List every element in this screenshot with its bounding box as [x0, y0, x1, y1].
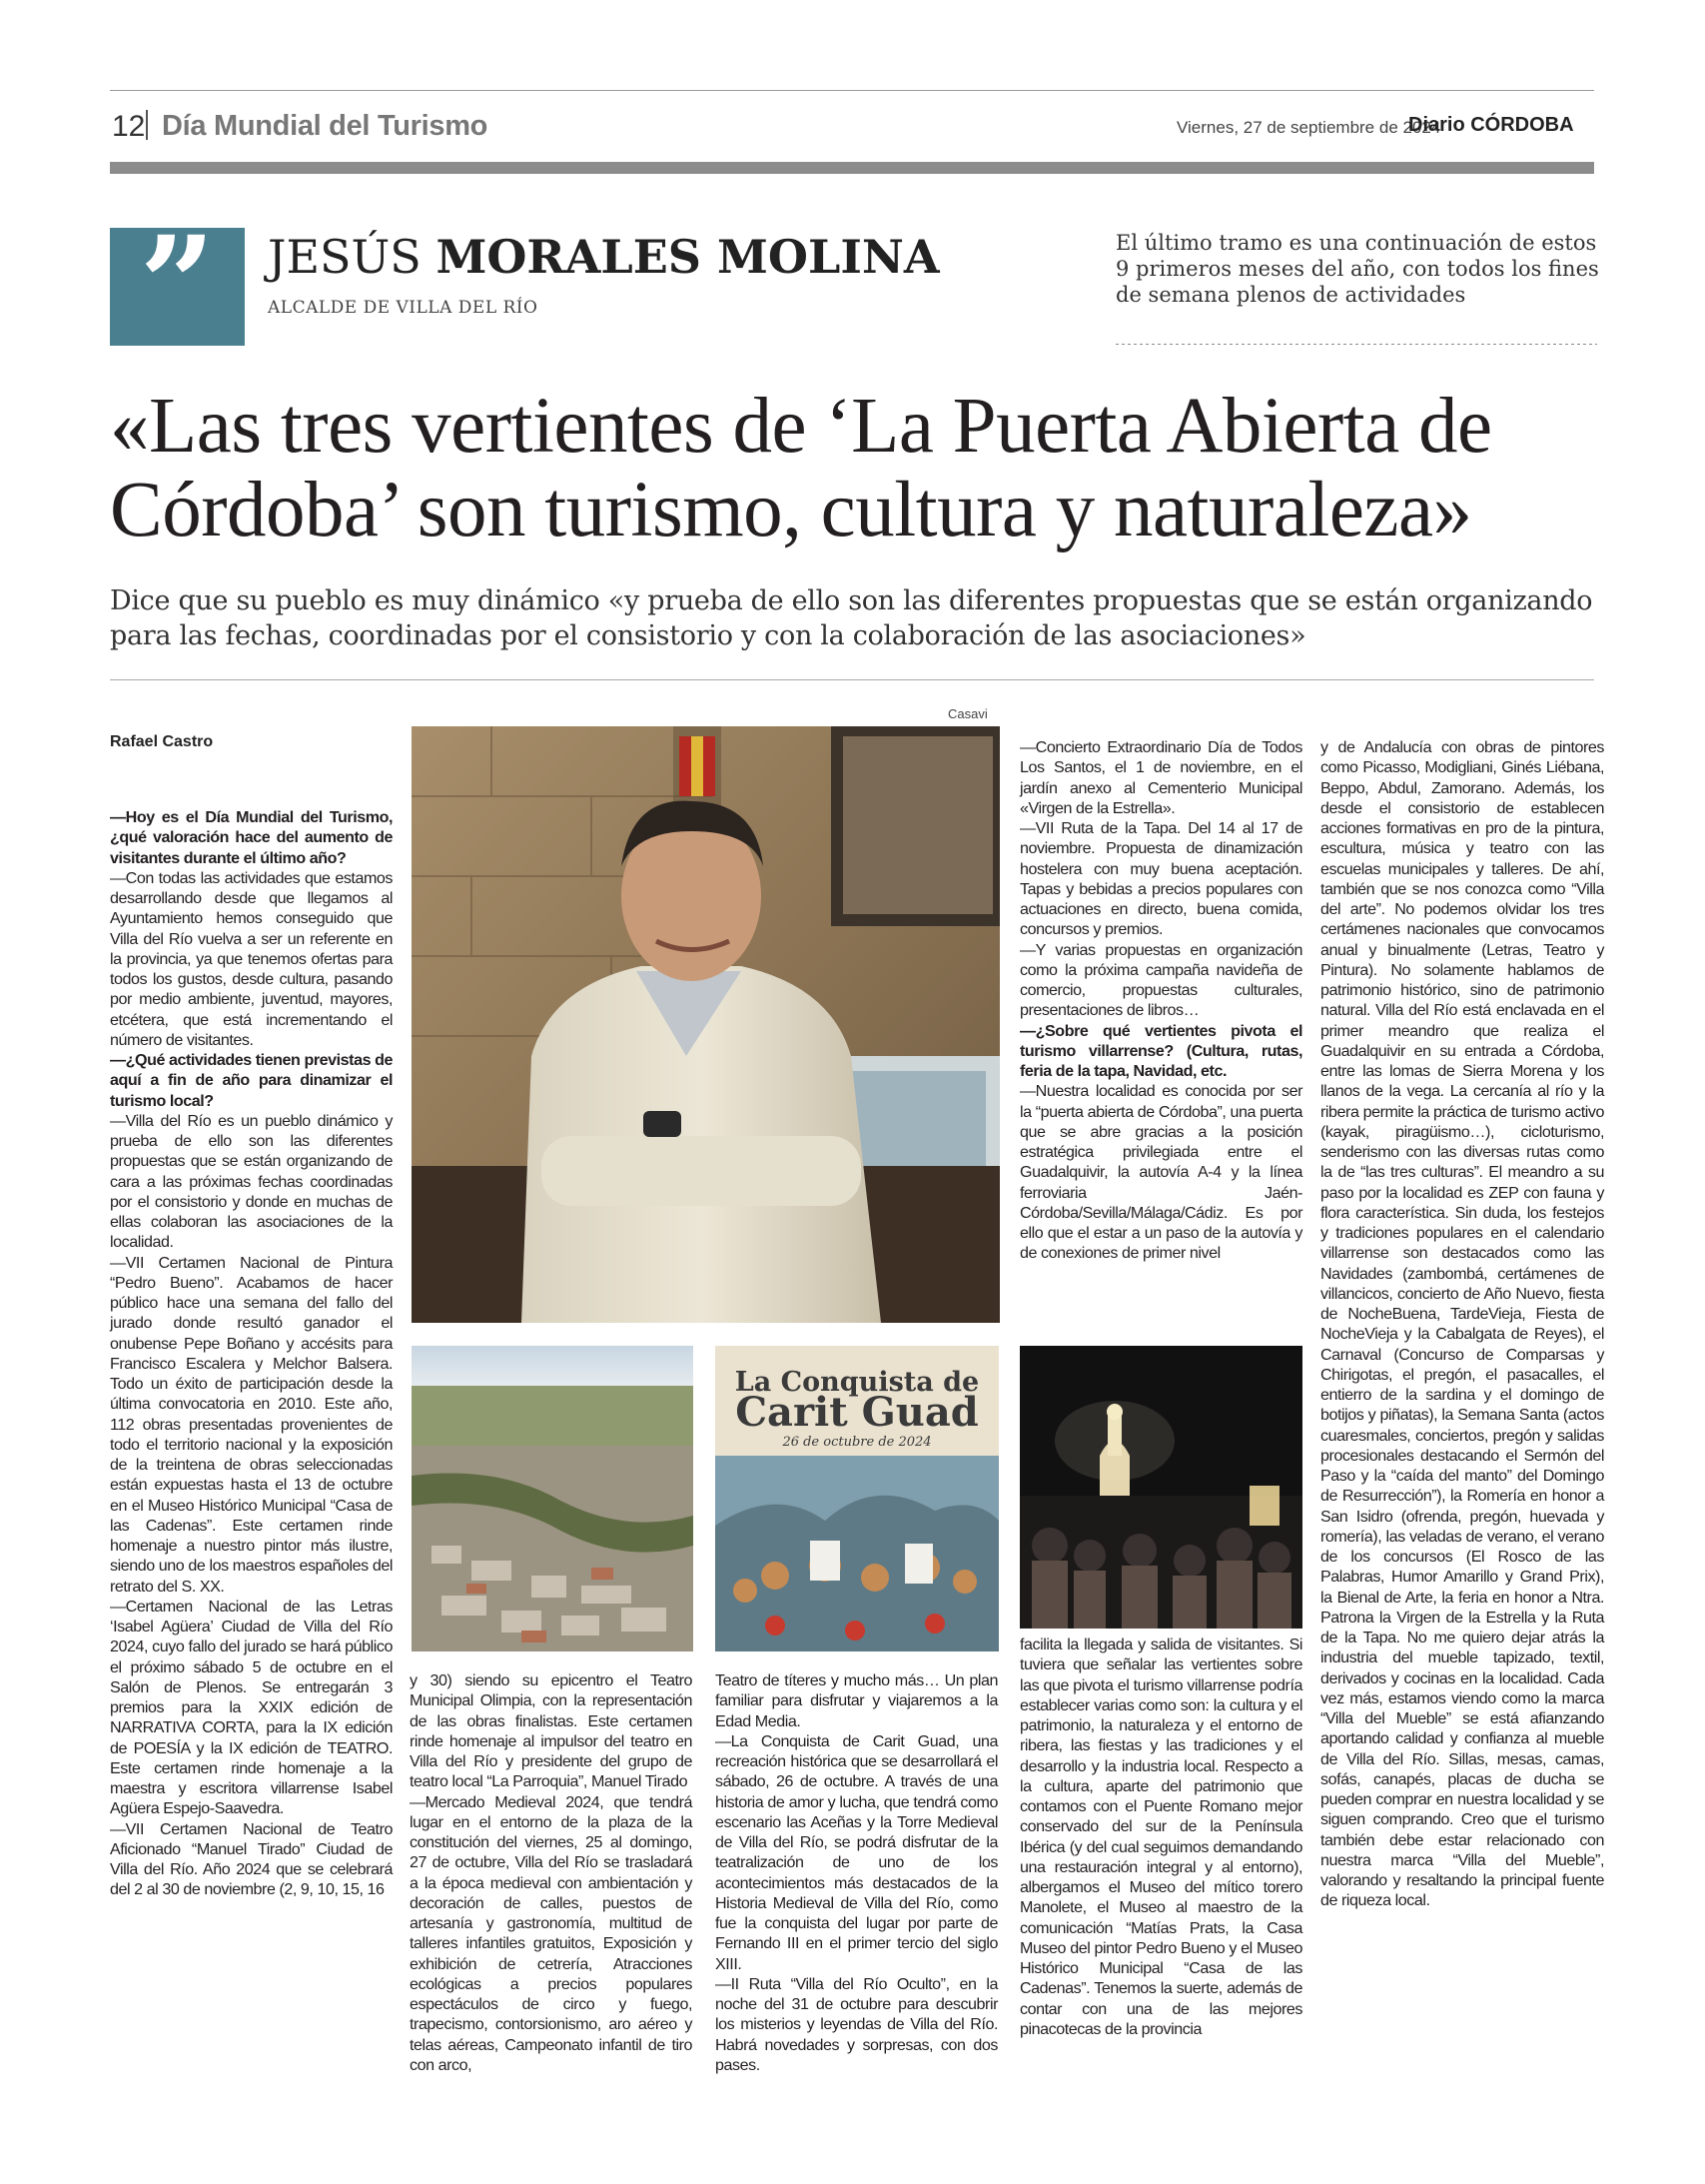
- interview-answer: —La Conquista de Carit Guad, una recreación histórica que se desarrollará el sábado, 26 de octubre. A través de una historia de amor y lucha, que tendrá como escenario las Aceñas y la Torre Medieval de Villa del Río, se podrá disfrutar de la teatralización de uno de los acontecimientos más destacados de la Historia Medieval de Villa del Río, como fue la conquista del lugar por parte de Fernando III en el primer tercio del siglo XIII.: [715, 1731, 998, 1973]
- section-title: Día Mundial del Turismo: [162, 110, 488, 142]
- aerial-town-photo: [412, 1346, 693, 1651]
- interview-answer: —VII Certamen Nacional de Pintura “Pedro Bueno”. Acabamos de hacer público hace una semana del fallo del jurado donde resultó ganador el onubense Pepe Boñano y accésits para Francisco Escalera y Melchor Balsera. Todo un éxito de participación desde la última convocatoria en 2010. Este año, 112 obras presentadas provenientes de todo el territorio nacional y la exposición de la treintena de obras seleccionadas están expuestas hasta el 13 de octubre en el Museo Histórico Municipal “Casa de las Cadenas”. Este certamen rinde homenaje a nuestro pintor más ilustre, siendo uno de los maestros españoles del retrato del S. XX.: [110, 1253, 394, 1596]
- article-column-4-top: [1020, 737, 1302, 1264]
- publication-date: Viernes, 27 de septiembre de 2024: [1177, 118, 1441, 137]
- interview-answer: —VII Ruta de la Tapa. Del 14 al 17 de noviembre. Propuesta de dinamización hostelera con muy buena aceptación. Tapas y bebidas a precios populares con actuaciones en directo, buena comida, concursos y premios.: [1020, 819, 1302, 939]
- interviewee-role: ALCALDE DE VILLA DEL RÍO: [268, 298, 538, 318]
- interview-answer: —Certamen Nacional de las Letras ‘Isabel Agüera’ Ciudad de Villa del Río 2024, cuyo fallo del jurado se hará público el próximo sábado 5 de octubre en el Salón de Plenos. Se entregarán 3 premios para la XXIX edición de NARRATIVA CORTA, para la IX edición de POESÍA y la IX edición de TEATRO. Este certamen rinde homenaje a la maestra y escritora villarrense Isabel Agüera Espejo-Saavedra.: [110, 1597, 393, 1818]
- interview-answer: y 30) siendo su epicentro el Teatro Municipal Olimpia, con la representación de las obras finalistas. Este certamen rinde homenaje al impulsor del teatro en Villa del Río y presidente del grupo de teatro local “La Parroquia”, Manuel Tirado: [410, 1671, 692, 1791]
- interview-answer: —Mercado Medieval 2024, que tendrá lugar en el entorno de la plaza de la constitución del viernes, 25 al domingo, 27 de octubre, Villa del Río se trasladará a la época medieval con ambientación y decoración de calles, puestos de artesanía y gastronomía, multitud de talleres infantiles gratuitos, Exposición y exhibición de cetrería, Atracciones ecológicas a precios populares espectáculos de circo y fuego, trapecismo, contorsionismo, aro aéreo y telas aéreas, Campeonato infantil de tiro con arco,: [410, 1792, 692, 2074]
- article-column-2: [410, 1670, 692, 2075]
- interviewee-name: [268, 230, 940, 284]
- interview-answer: —Y varias propuestas en organización como la próxima campaña navideña de comercio, propuestas culturales, presentaciones de libros…: [1020, 940, 1302, 1020]
- article-column-5: [1320, 737, 1604, 1911]
- header-bar: [110, 162, 1594, 174]
- interview-question: —¿Sobre qué vertientes pivota el turismo villarrense? (Cultura, rutas, feria de la tapa, Navidad, etc.: [1020, 1021, 1302, 1080]
- interview-answer: Teatro de títeres y mucho más… Un plan familiar para disfrutar y viajaremos a la Edad Media.: [715, 1671, 998, 1730]
- photo-credit: Casavi: [948, 706, 988, 721]
- article-column-1: [110, 807, 393, 1900]
- quote-mark-box: [110, 208, 245, 363]
- byline: Rafael Castro: [110, 733, 214, 750]
- event-poster-image: [715, 1346, 999, 1651]
- interview-answer: y de Andalucía con obras de pintores como Picasso, Modigliani, Ginés Liébana, Beppo, Abdul, Zamorano. Además, los desde el consistorio de establecen acciones formativas en pro de la pintura, escultura, música y teatro con las escuelas municipales y talleres. De ahí, también que se nos conozca como “Villa del arte”. No podemos olvidar los tres certámenes nacionales que convocamos anual y binualmente (Letras, Teatro y Pintura). No solamente hablamos de patrimonio histórico, sino de patrimonio natural. Villa del Río está enclavada en el primer meandro que realiza el Guadalquivir en su entrada a Córdoba, entre las lomas de Sierra Morena y los llanos de la vega. La cercanía al río y la ribera permite la práctica de turismo activo (kayak, piragüismo…), cicloturismo, senderismo con las diversas rutas como la de “las tres culturas”. El meandro a su paso por la localidad es ZEP con fauna y flora característica. Sin duda, los festejos y tradiciones populares en el calendario villarrense son destacados como las Navidades (zambombá, certámenes de villancicos, concierto de Año Nuevo, fiesta de NocheBuena, TardeVieja, Fiesta de NocheVieja y la Cabalgata de Reyes), el Carnaval (Concurso de Comparsas y Chirigotas, el pregón, el pasacalles, el entierro de la sardina y el domingo de botijos y piñatas), la Semana Santa (actos cuaresmales, conciertos, pregón y salidas procesionales destacando el Sermón del Paso y la “caída del manto” del Domingo de Resurrección”), la Romería en honor a San Isidro (ofrenda, pregón, huevada y romería), las veladas de verano, el verano de los concursos (El Rosco de las Palabras, Humor Amarillo y Grand Prix), la Bienal de Arte, la feria en honor a Ntra. Patrona la Virgen de la Estrella y la Ruta de la Tapa. No me quiero dejar atrás la industria del mueble tapizado, textil, derivados y cocinas en la localidad. Cada vez más, estamos viendo como la marca “Villa del Mueble” se está afianzando aportando calidad y confianza al mueble de Villa del Río. Sillas, mesas, camas, sofás, canapés, placas de ducha se pueden comprar en nuestra localidad y se siguen comprando. Creo que el turismo también debe estar relacionado con nuestra marca “Villa del Mueble”, valorando y resaltando la principal fuente de riqueza local.: [1320, 738, 1604, 1910]
- article-column-4-bottom: [1020, 1635, 1302, 2039]
- interview-answer: —II Ruta “Villa del Río Oculto”, en la noche del 31 de octubre para descubrir los misterios y leyendas de Villa del Río. Habrá novedades y sorpresas, con dos pases.: [715, 1974, 998, 2074]
- page-number: 12: [112, 110, 146, 143]
- pull-quote: El último tramo es una continuación de estos 9 primeros meses del año, con todos los fines de semana plenos de actividades: [1116, 231, 1599, 307]
- interview-answer: —Con todas las actividades que estamos desarrollando desde que llegamos al Ayuntamiento hemos conseguido que Villa del Río vuelva a ser un referente en la provincia, ya que tenemos ofertas para todos los gustos, desde cultura, pasando por medio ambiente, juventud, mayores, etcétera, que está incrementando el número de visitantes.: [110, 868, 393, 1049]
- headline: «Las tres vertientes de ‘La Puerta Abierta de Córdoba’ son turismo, cultura y naturaleza»: [110, 383, 1492, 553]
- quote-mark-icon: ”: [139, 208, 216, 363]
- interviewee-first-name: JESÚS: [268, 230, 422, 284]
- interview-answer: —Villa del Río es un pueblo dinámico y prueba de ello son las diferentes propuestas que se están organizando de cara a las próximas fechas coordinadas por el consistorio y donde en muchas de ellas colaboran las asociaciones de la localidad.: [110, 1111, 393, 1252]
- article-column-3: [715, 1670, 998, 2075]
- pull-quote-rule: [1116, 344, 1597, 345]
- poster-title-line1: La Conquista de: [734, 1367, 980, 1398]
- interview-question: —¿Qué actividades tienen previstas de aquí a fin de año para dinamizar el turismo local?: [110, 1051, 393, 1110]
- interviewee-portrait-photo: [412, 726, 1000, 1323]
- interview-answer: —VII Certamen Nacional de Teatro Aficionado “Manuel Tirado” Ciudad de Villa del Río. Año 2024 que se celebrará del 2 al 30 de noviembre (2, 9, 10, 15, 16: [110, 1819, 393, 1899]
- interview-question: —Hoy es el Día Mundial del Turismo, ¿qué valoración hace del aumento de visitantes durante el último año?: [110, 808, 393, 867]
- poster-date: 26 de octubre de 2024: [782, 1435, 932, 1450]
- interview-answer: —Concierto Extraordinario Día de Todos Los Santos, el 1 de noviembre, en el jardín anexo al Cementerio Municipal «Virgen de la Estrella».: [1020, 738, 1302, 817]
- subtitle: Dice que su pueblo es muy dinámico «y prueba de ello son las diferentes propuestas que se están organizando para las fechas, coordinadas por el consistorio y con la colaboración de las asociaciones»: [110, 585, 1593, 651]
- subtitle-rule: [110, 679, 1594, 680]
- header-separator: [146, 110, 148, 140]
- header-top-rule: [110, 90, 1594, 91]
- interview-answer: facilita la llegada y salida de visitantes. Si tuviera que señalar las vertientes sobre las que pivota el turismo villarrense podría establecer varias como son: la cultura y el patrimonio, la naturaleza y el entorno de ribera, las fiestas y las tradiciones y el desarrollo y la industria local. Respecto a la cultura, aparte del patrimonio que contamos con el Puente Romano mejor conservado del sur de la Península Ibérica (y del cual seguimos demandando una restauración integral y al entorno), albergamos el Museo del mítico torero Manolete, el Museo al maestro de la comunicación “Matías Prats, la Casa Museo del pintor Pedro Bueno y el Museo Histórico Municipal “Casa de las Cadenas”. Tenemos la suerte, además de contar con una de las mejores pinacotecas de la provincia: [1020, 1636, 1302, 2038]
- poster-title-line2: Carit Guad: [735, 1389, 979, 1436]
- interview-answer: —Nuestra localidad es conocida por ser la “puerta abierta de Córdoba”, una puerta que se abre gracias a la posición estratégica privilegiada entre el Guadalquivir, la autovía A-4 y la línea ferroviaria Jaén-Córdoba/Sevilla/Málaga/Cádiz. Es por ello que el estar a un paso de la autovía y de conexiones de primer nivel: [1020, 1082, 1302, 1263]
- night-route-photo: [1020, 1346, 1302, 1629]
- interviewee-last-name: MORALES MOLINA: [435, 230, 940, 284]
- masthead: Diario CÓRDOBA: [1408, 114, 1574, 136]
